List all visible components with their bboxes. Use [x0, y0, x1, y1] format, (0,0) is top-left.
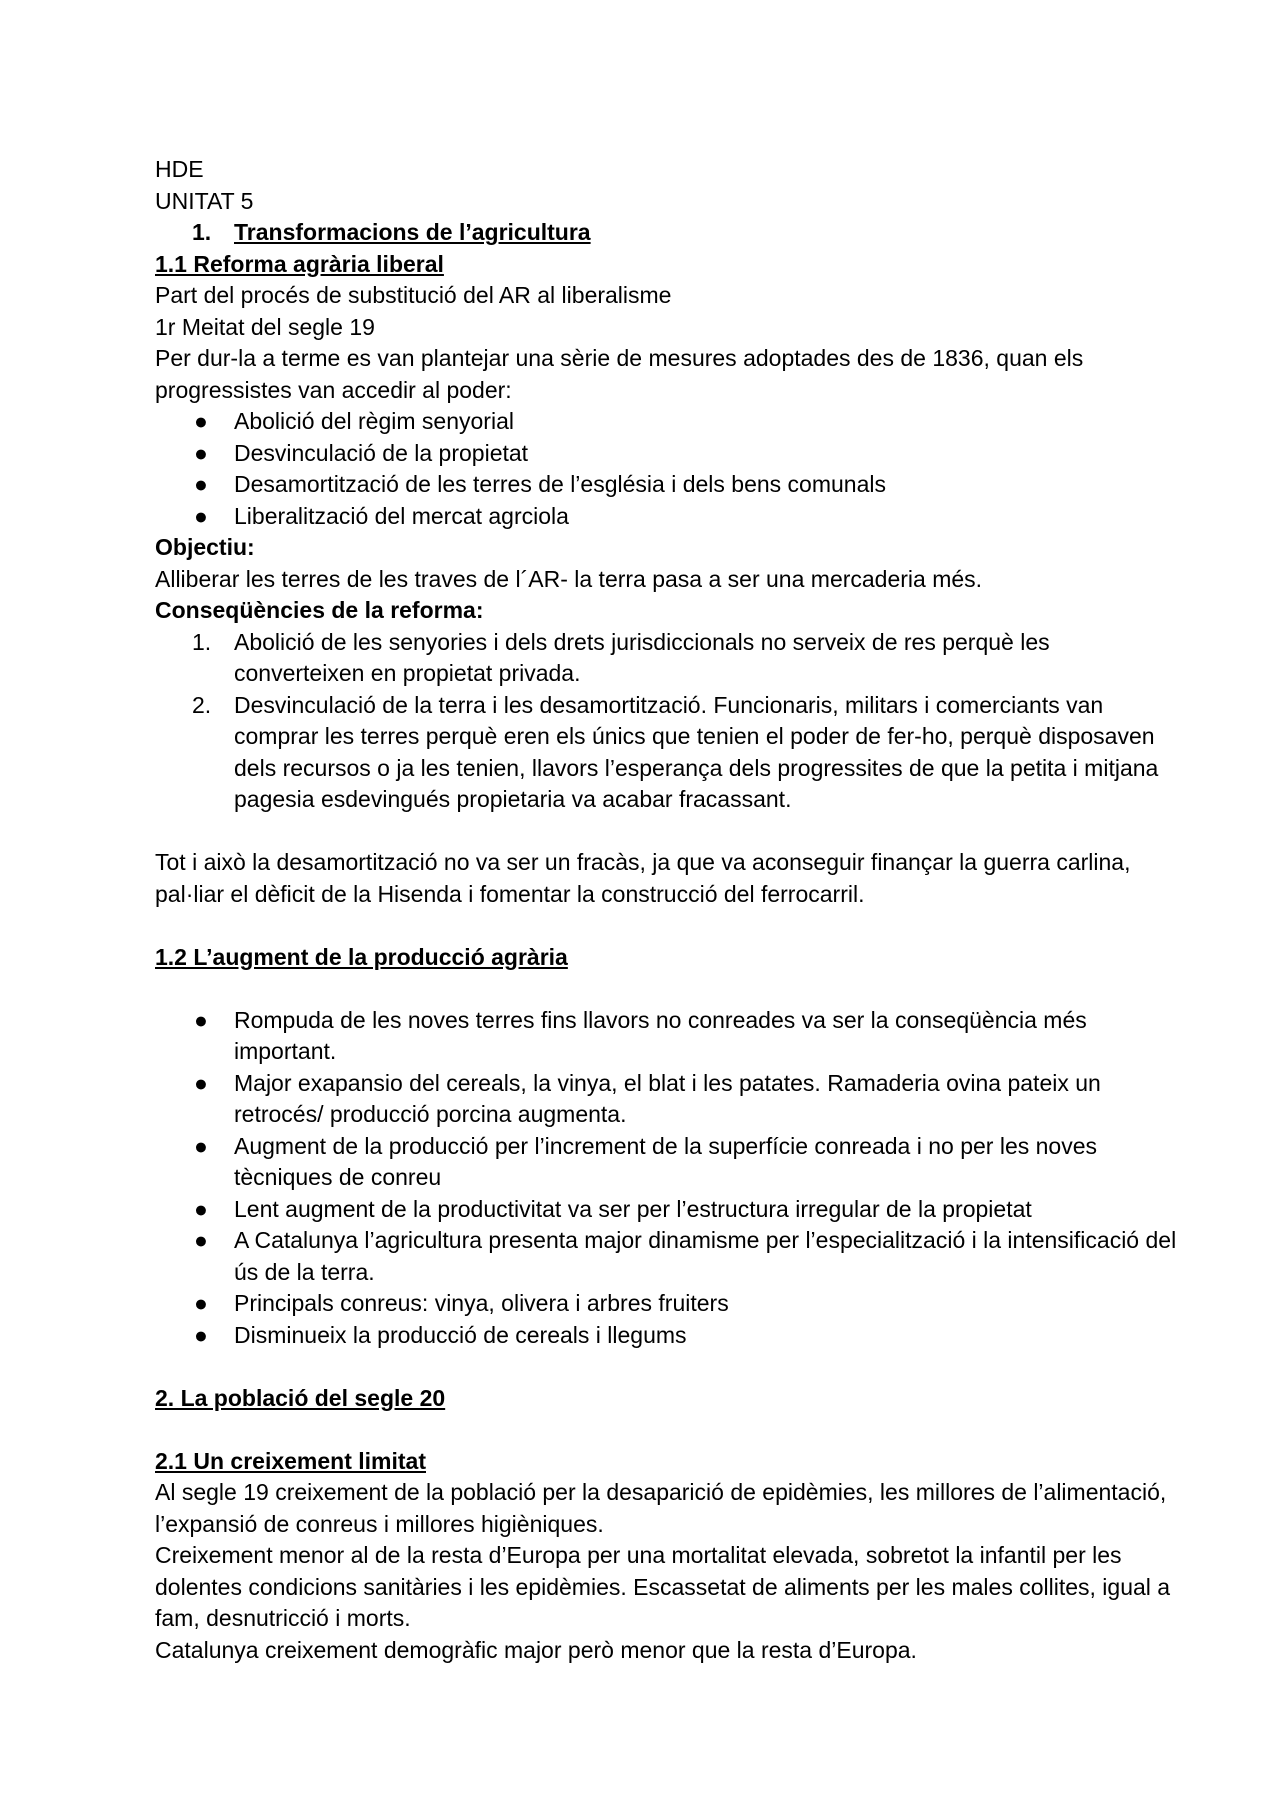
list-item-text: Liberalització del mercat agrciola: [234, 502, 569, 529]
list-number: 2.: [192, 691, 212, 718]
bullet-icon: ●: [194, 439, 208, 466]
list-item: [155, 406, 1180, 438]
list-item-text: Abolició de les senyories i dels drets jurisdiccionals no serveix de res perquè les converteixen en propietat privada.: [234, 628, 1050, 686]
list-item-text: Rompuda de les noves terres fins llavors no conreades va ser la conseqüència més important.: [234, 1006, 1087, 1064]
bullet-icon: ●: [194, 1321, 208, 1348]
list-item: [155, 501, 1180, 533]
objective-text: Alliberar les terres de les traves de l´AR- la terra pasa a ser una mercaderia més.: [155, 565, 983, 592]
list-item-text: Desvinculació de la propietat: [234, 439, 529, 466]
list-item: [155, 1068, 1180, 1131]
list-item-text: Abolició del règim senyorial: [234, 408, 514, 434]
paragraph: 1r Meitat del segle 19: [155, 313, 375, 340]
spacer: [155, 1351, 1180, 1383]
list-item: [155, 1288, 1180, 1320]
section-1-1-title: 1.1 Reforma agrària liberal: [155, 250, 444, 277]
section-2-title: 2. La població del segle 20: [155, 1384, 446, 1411]
bullet-icon: ●: [194, 1290, 208, 1316]
bullet-icon: ●: [194, 502, 208, 529]
list-item-text: Augment de la producció per l’increment de la superfície conreada i no per les noves tècniques de conreu: [234, 1132, 1097, 1190]
bullet-icon: ●: [194, 1227, 208, 1253]
spacer: [155, 973, 1180, 1005]
bullet-icon: ●: [194, 1069, 208, 1096]
bullet-icon: ●: [194, 471, 208, 497]
list-item-text: A Catalunya l’agricultura presenta major dinamisme per l’especialització i la intensificació del ús de la terra.: [234, 1227, 1177, 1285]
list-item: [155, 1225, 1180, 1288]
bullet-icon: ●: [194, 408, 208, 434]
spacer: [155, 910, 1180, 942]
list-item: [155, 690, 1180, 816]
list-item: [155, 1320, 1180, 1352]
list-item-text: Lent augment de la productivitat va ser per l’estructura irregular de la propietat: [234, 1195, 1032, 1222]
paragraph: Catalunya creixement demogràfic major però menor que la resta d’Europa.: [155, 1636, 917, 1663]
measures-list: [155, 406, 1180, 532]
list-item: [155, 1131, 1180, 1194]
paragraph: Part del procés de substitució del AR al liberalisme: [155, 282, 672, 308]
paragraph: Al segle 19 creixement de la població per la desaparició de epidèmies, les millores de l’alimentació, l’expansió de conreus i millores higièniques.: [155, 1479, 1167, 1537]
consequences-list: [155, 627, 1180, 816]
list-item: [155, 627, 1180, 690]
subject-heading: HDE: [155, 156, 204, 182]
list-item: [155, 438, 1180, 470]
bullet-icon: ●: [194, 1132, 208, 1159]
spacer: [155, 1414, 1180, 1446]
section-1-heading: [155, 217, 1180, 249]
list-item: [155, 1005, 1180, 1068]
list-item: [155, 469, 1180, 501]
production-list: [155, 1005, 1180, 1352]
list-item-text: Desvinculació de la terra i les desamortització. Funcionaris, militars i comerciants van comprar les terres perquè eren els únics que tenien el poder de fer-ho, perquè disposaven dels recursos o ja les tenien, llavors l’esperança dels progressites de que la petita i mitjana pagesia esdevingués propietaria va acabar fracassant.: [234, 691, 1159, 812]
bullet-icon: ●: [194, 1195, 208, 1222]
list-item: [155, 1194, 1180, 1226]
section-1-2-title: 1.2 L’augment de la producció agrària: [155, 943, 568, 970]
paragraph: Per dur-la a terme es van plantejar una sèrie de mesures adoptades des de 1836, quan els progressistes van accedir al poder:: [155, 345, 1084, 403]
paragraph: Creixement menor al de la resta d’Europa per una mortalitat elevada, sobretot la infantil per les dolentes condicions sanitàries i les epidèmies. Escassetat de aliments per les males collites, igual a fam, desnutricció i morts.: [155, 1542, 1171, 1631]
list-number: 1.: [192, 628, 212, 655]
consequences-label: Conseqüències de la reforma:: [155, 597, 484, 623]
section-1-number: 1.: [192, 219, 212, 245]
unit-heading: UNITAT 5: [155, 187, 254, 214]
bullet-icon: ●: [194, 1006, 208, 1033]
conclusion-paragraph: Tot i això la desamortització no va ser un fracàs, ja que va aconseguir finançar la guerra carlina, pal·liar el dèficit de la Hisenda i fomentar la construcció del ferrocarril.: [155, 849, 1131, 907]
objective-label: Objectiu:: [155, 534, 255, 560]
spacer: [155, 816, 1180, 848]
list-item-text: Disminueix la producció de cereals i llegums: [234, 1321, 687, 1348]
section-1-title: Transformacions de l’agricultura: [234, 219, 591, 245]
list-item-text: Major exapansio del cereals, la vinya, el blat i les patates. Ramaderia ovina pateix un retrocés/ producció porcina augmenta.: [234, 1069, 1101, 1127]
section-2-1-title: 2.1 Un creixement limitat: [155, 1447, 426, 1474]
list-item-text: Principals conreus: vinya, olivera i arbres fruiters: [234, 1290, 729, 1316]
list-item-text: Desamortització de les terres de l’església i dels bens comunals: [234, 471, 886, 497]
